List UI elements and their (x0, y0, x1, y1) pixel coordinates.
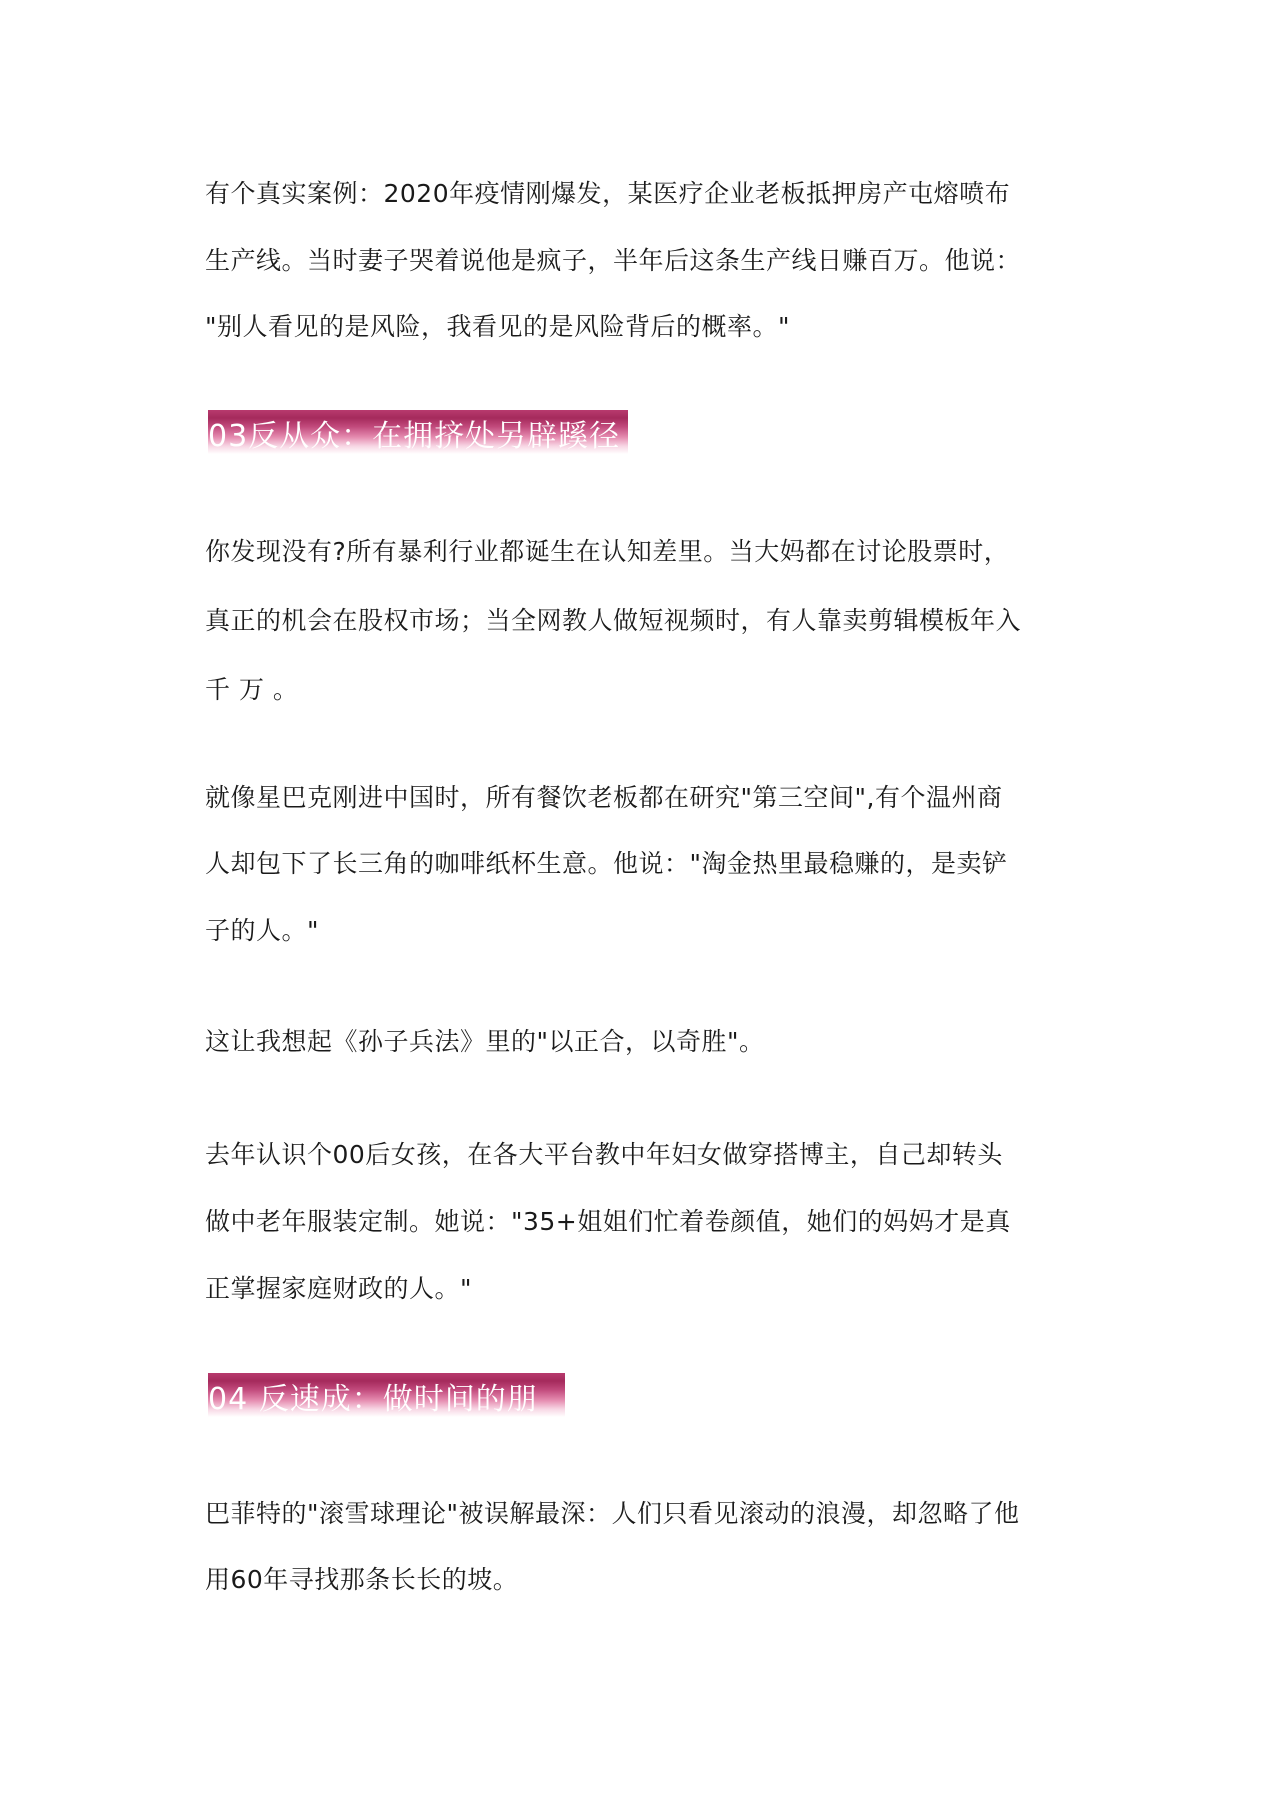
section-heading-03 (208, 410, 628, 454)
paragraph-2-line-2: 真正的机会在股权市场；当全网教人做短视频时，有人靠卖剪辑模板年入 (205, 606, 1022, 635)
paragraph-5-line-3: 正掌握家庭财政的人。" (205, 1274, 472, 1303)
section-heading-04-text: 04 反速成：做时间的朋 (208, 1382, 538, 1417)
paragraph-1-line-1: 有个真实案例：2020年疫情刚爆发，某医疗企业老板抵押房产屯熔喷布 (205, 179, 1011, 208)
paragraph-5-line-1: 去年认识个00后女孩，在各大平台教中年妇女做穿搭博主，自己却转头 (205, 1140, 1003, 1169)
paragraph-2-line-3: 千 万 。 (205, 675, 299, 704)
paragraph-4-line-1: 这让我想起《孙子兵法》里的"以正合，以奇胜"。 (205, 1027, 765, 1056)
section-heading-03-text: 03反从众：在拥挤处另辟蹊径 (208, 419, 621, 454)
paragraph-1-line-2: 生产线。当时妻子哭着说他是疯子，半年后这条生产线日赚百万。他说： (205, 246, 1022, 275)
paragraph-6-line-2: 用60年寻找那条长长的坡。 (205, 1565, 519, 1594)
section-heading-04 (208, 1373, 565, 1417)
paragraph-5-line-2: 做中老年服装定制。她说："35+姐姐们忙着卷颜值，她们的妈妈才是真 (205, 1207, 1011, 1236)
paragraph-2-line-1: 你发现没有?所有暴利行业都诞生在认知差里。当大妈都在讨论股票时， (205, 537, 1010, 566)
paragraph-3-line-3: 子的人。" (205, 916, 319, 945)
paragraph-3-line-2: 人却包下了长三角的咖啡纸杯生意。他说："淘金热里最稳赚的，是卖铲 (205, 849, 1008, 878)
paragraph-6-line-1: 巴菲特的"滚雪球理论"被误解最深：人们只看见滚动的浪漫，却忽略了他 (205, 1499, 1020, 1528)
paragraph-3-line-1: 就像星巴克刚进中国时，所有餐饮老板都在研究"第三空间",有个温州商 (205, 783, 1003, 812)
paragraph-1-line-3: "别人看见的是风险，我看见的是风险背后的概率。" (205, 312, 791, 341)
